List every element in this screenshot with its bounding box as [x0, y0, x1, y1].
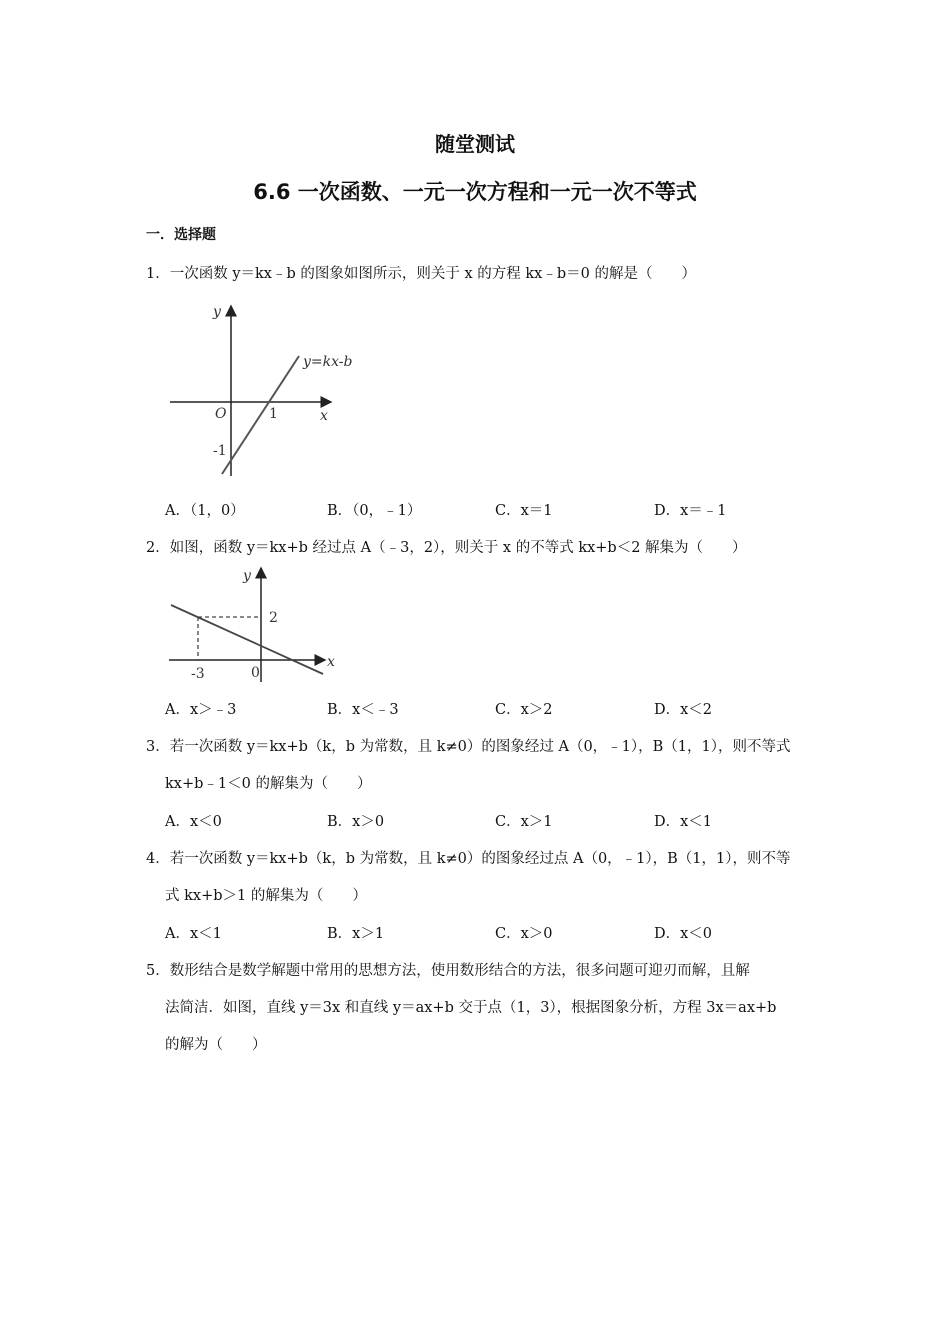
question-5-stem-cont-2: 的解为（ ）	[165, 1037, 267, 1053]
y-axis-label: y	[243, 568, 251, 584]
question-3-option-a[interactable]: A．x＜0	[165, 814, 222, 830]
question-5-stem-cont-1: 法简洁．如图，直线 y＝3x 和直线 y＝ax+b 交于点（1，3），根据图象分析，方程 3x＝ax+b	[165, 1000, 777, 1016]
y-axis-label: y	[213, 304, 221, 320]
y-tick-label: -1	[213, 443, 227, 459]
question-4-option-d[interactable]: D．x＜0	[654, 926, 713, 942]
question-1-graph	[165, 298, 365, 483]
origin-label: O	[215, 406, 227, 422]
page-subtitle: 6.6 一次函数、一元一次方程和一元一次不等式	[253, 180, 697, 204]
question-3-option-c[interactable]: C．x＞1	[495, 814, 553, 830]
question-4-stem-cont: 式 kx+b＞1 的解集为（ ）	[165, 888, 367, 904]
line-label: y=kx-b	[303, 354, 353, 370]
graph-line	[222, 356, 299, 474]
question-1-option-a[interactable]: A．（1，0）	[165, 503, 245, 519]
x-axis-label: x	[320, 408, 328, 424]
question-2-option-c[interactable]: C．x＞2	[495, 702, 553, 718]
question-1-option-c[interactable]: C．x＝1	[495, 503, 553, 519]
question-4-option-a[interactable]: A．x＜1	[165, 926, 222, 942]
y-tick-label: 2	[269, 610, 278, 626]
question-1-stem: 1．一次函数 y＝kx﹣b 的图象如图所示，则关于 x 的方程 kx﹣b＝0 的解是（ ）	[146, 266, 696, 282]
question-2-option-b[interactable]: B．x＜﹣3	[327, 702, 399, 718]
question-5-stem: 5．数形结合是数学解题中常用的思想方法，使用数形结合的方法，很多问题可迎刃而解，且解	[146, 963, 750, 979]
question-1-option-d[interactable]: D．x＝﹣1	[654, 503, 727, 519]
question-2-option-d[interactable]: D．x＜2	[654, 702, 713, 718]
page-title: 随堂测试	[435, 132, 515, 156]
question-3-option-d[interactable]: D．x＜1	[654, 814, 713, 830]
question-3-option-b[interactable]: B．x＞0	[327, 814, 385, 830]
question-4-stem: 4．若一次函数 y＝kx+b（k，b 为常数，且 k≠0）的图象经过点 A（0，﹣1），B（1，1），则不等	[146, 851, 791, 867]
question-3-stem-cont: kx+b﹣1＜0 的解集为（ ）	[165, 776, 372, 792]
x-tick-label: -3	[191, 666, 205, 682]
x-axis-label: x	[327, 654, 335, 670]
graph-line	[171, 605, 323, 674]
question-2-graph	[165, 562, 345, 687]
question-3-stem: 3．若一次函数 y＝kx+b（k，b 为常数，且 k≠0）的图象经过 A（0，﹣1），B（1，1），则不等式	[146, 739, 791, 755]
question-1-option-b[interactable]: B．（0，﹣1）	[327, 503, 422, 519]
origin-label: 0	[251, 665, 260, 681]
section-heading: 一．选择题	[146, 227, 216, 243]
x-tick-label: 1	[269, 406, 278, 422]
question-4-option-b[interactable]: B．x＞1	[327, 926, 385, 942]
question-2-option-a[interactable]: A．x＞﹣3	[165, 702, 237, 718]
question-2-stem: 2．如图，函数 y＝kx+b 经过点 A（﹣3，2），则关于 x 的不等式 kx+b＜2 解集为（ ）	[146, 540, 747, 556]
question-4-option-c[interactable]: C．x＞0	[495, 926, 553, 942]
